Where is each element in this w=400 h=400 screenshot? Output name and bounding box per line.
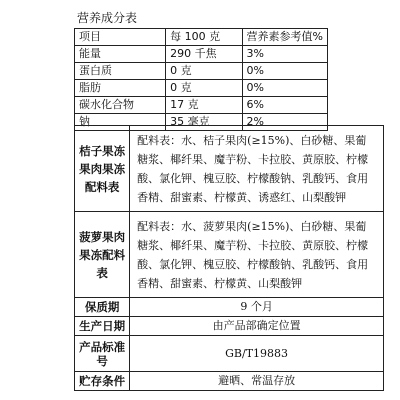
nutrition-header-row (75, 29, 328, 46)
nutrient-name: 钠 (75, 114, 166, 131)
ingredient-list: 配料表：水、菠萝果肉(≥15%)、白砂糖、果葡糖浆、椰纤果、魔芋粉、卡拉胶、黄原胶、柠檬酸、氯化钾、槐豆胶、柠檬酸钠、乳酸钙、食用香精、甜蜜素、柠檬黄、山梨酸钾 (130, 212, 384, 298)
info-value: GB/T19883 (130, 336, 384, 372)
nutrient-name: 碳水化合物 (75, 97, 166, 114)
info-label: 产品标准号 (75, 336, 130, 372)
info-value: 避晒、常温存放 (130, 372, 384, 391)
nutrient-amount: 0 克 (166, 63, 242, 80)
info-value: 9 个月 (130, 298, 384, 317)
nutrition-table (74, 28, 328, 131)
ingredient-label: 菠萝果肉果冻配料表 (75, 212, 130, 298)
info-label: 贮存条件 (75, 372, 130, 391)
info-row-storage (75, 372, 384, 391)
nutrient-nrv: 0% (242, 80, 327, 97)
info-row-production-date (75, 317, 384, 336)
info-row-shelf-life (75, 298, 384, 317)
info-label: 生产日期 (75, 317, 130, 336)
info-value: 由产品部确定位置 (130, 317, 384, 336)
nutrient-nrv: 0% (242, 63, 327, 80)
nutrient-amount: 35 毫克 (166, 114, 242, 131)
header-per-100g: 每 100 克 (166, 29, 242, 46)
nutrient-nrv: 6% (242, 97, 327, 114)
nutrient-nrv: 3% (242, 46, 327, 63)
ingredient-list: 配料表：水、桔子果肉(≥15%)、白砂糖、果葡糖浆、椰纤果、魔芋粉、卡拉胶、黄原胶、柠檬酸、氯化钾、槐豆胶、柠檬酸钠、乳酸钙、食用香精、甜蜜素、柠檬黄、诱惑红、山梨酸钾 (130, 126, 384, 212)
ingredient-label: 桔子果冻果肉果冻配料表 (75, 126, 130, 212)
ingredient-row-orange (75, 126, 384, 212)
nutrition-row-carbohydrate (75, 97, 328, 114)
product-info-table (74, 125, 384, 391)
ingredient-row-pineapple (75, 212, 384, 298)
nutrition-row-protein (75, 63, 328, 80)
nutrient-name: 能量 (75, 46, 166, 63)
nutrition-row-fat (75, 80, 328, 97)
header-item: 项目 (75, 29, 166, 46)
header-nrv: 营养素参考值% (242, 29, 327, 46)
nutrient-amount: 17 克 (166, 97, 242, 114)
nutrition-row-energy (75, 46, 328, 63)
nutrient-name: 脂肪 (75, 80, 166, 97)
nutrient-nrv: 2% (242, 114, 327, 131)
info-row-standard-number (75, 336, 384, 372)
info-label: 保质期 (75, 298, 130, 317)
nutrient-name: 蛋白质 (75, 63, 166, 80)
nutrition-title: 营养成分表 (77, 11, 138, 25)
nutrient-amount: 0 克 (166, 80, 242, 97)
nutrient-amount: 290 千焦 (166, 46, 242, 63)
